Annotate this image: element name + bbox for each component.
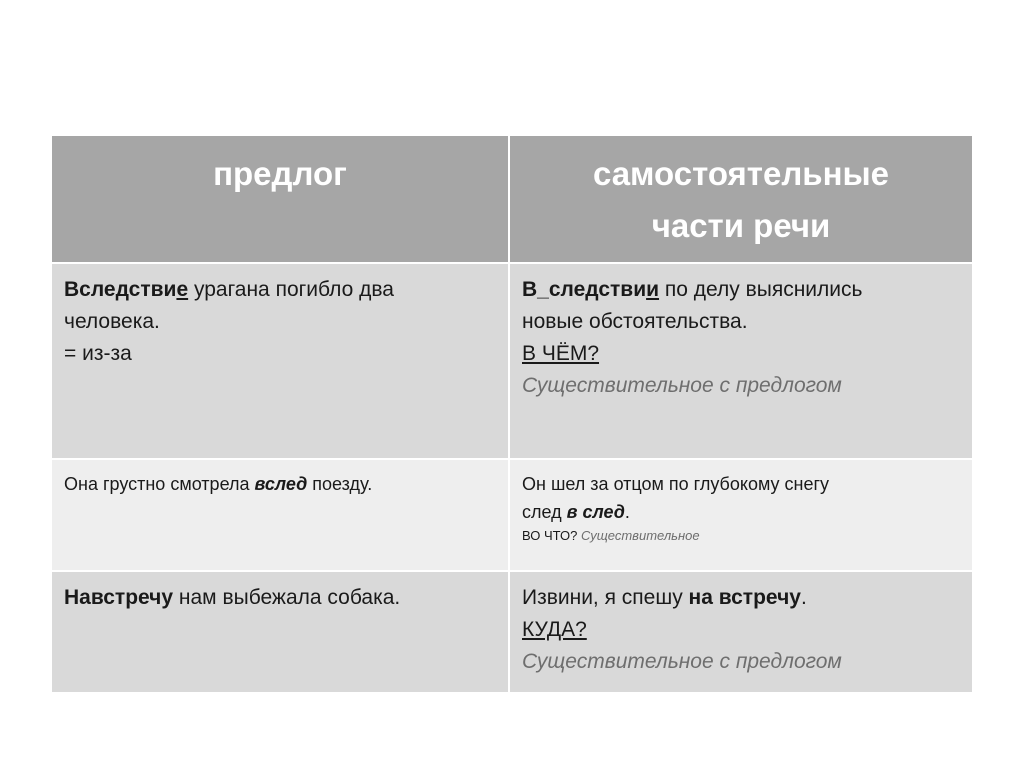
row2-right-question-line: [522, 526, 960, 546]
row2-noun-cell: [510, 460, 972, 572]
row1-right-note: Существительное с предлогом: [522, 374, 842, 397]
row3-preposition-cell: [52, 572, 510, 694]
header-parts-line1: самостоятельные: [592, 155, 890, 192]
row1-right-line2: новые обстоятельства.: [522, 310, 748, 333]
row2-right-question: ВО ЧТО?: [522, 528, 578, 543]
row1-right-question: В ЧЁМ?: [522, 342, 600, 365]
row3-right-note: Существительное с предлогом: [522, 650, 842, 673]
row2-left-keyword: вслед: [254, 474, 308, 494]
header-parts-line2: части речи: [651, 207, 831, 244]
row3-noun-cell: [510, 572, 972, 694]
row2-right-after: .: [624, 502, 630, 522]
row2-right-line2: [522, 498, 960, 526]
header-preposition-label: предлог: [213, 155, 347, 192]
row1-preposition-cell: [52, 264, 510, 460]
row1-right-line1: [522, 274, 960, 306]
row2-left-after: поезду.: [307, 474, 373, 494]
comparison-table: [52, 136, 972, 694]
row3-right-after: .: [800, 586, 807, 609]
row2-right-before: след: [522, 502, 567, 522]
row2-left-before: Она грустно смотрела: [64, 474, 255, 494]
row3-left-keyword: Навстречу: [64, 586, 174, 609]
row1-right-keyword-ending: и: [646, 278, 660, 301]
row1-right-keyword: В_следстви: [522, 278, 647, 301]
row2-preposition-cell: [52, 460, 510, 572]
header-cell-preposition: [52, 136, 510, 264]
row2-right-keyword: в след: [566, 502, 625, 522]
row1-left-keyword: Вследстви: [64, 278, 177, 301]
row2-right-note: Существительное: [580, 528, 700, 543]
row3-right-question: КУДА?: [522, 618, 587, 641]
row1-left-rest: урагана погибло два: [188, 278, 394, 301]
row3-right-before: Извини, я спешу: [522, 586, 689, 609]
row1-left-line3: = из-за: [64, 342, 132, 365]
row3-right-keyword: на встречу: [688, 586, 801, 609]
row1-left-line1: [64, 274, 496, 306]
header-cell-parts-of-speech: [510, 136, 972, 264]
row1-right-rest: по делу выяснились: [659, 278, 863, 301]
row1-noun-cell: [510, 264, 972, 460]
row3-right-line1: [522, 582, 960, 614]
row1-left-keyword-ending: е: [176, 278, 189, 301]
row3-left-after: нам выбежала собака.: [173, 586, 401, 609]
row1-left-line2: человека.: [64, 310, 160, 333]
row2-right-line1: Он шел за отцом по глубокому снегу: [522, 474, 830, 494]
